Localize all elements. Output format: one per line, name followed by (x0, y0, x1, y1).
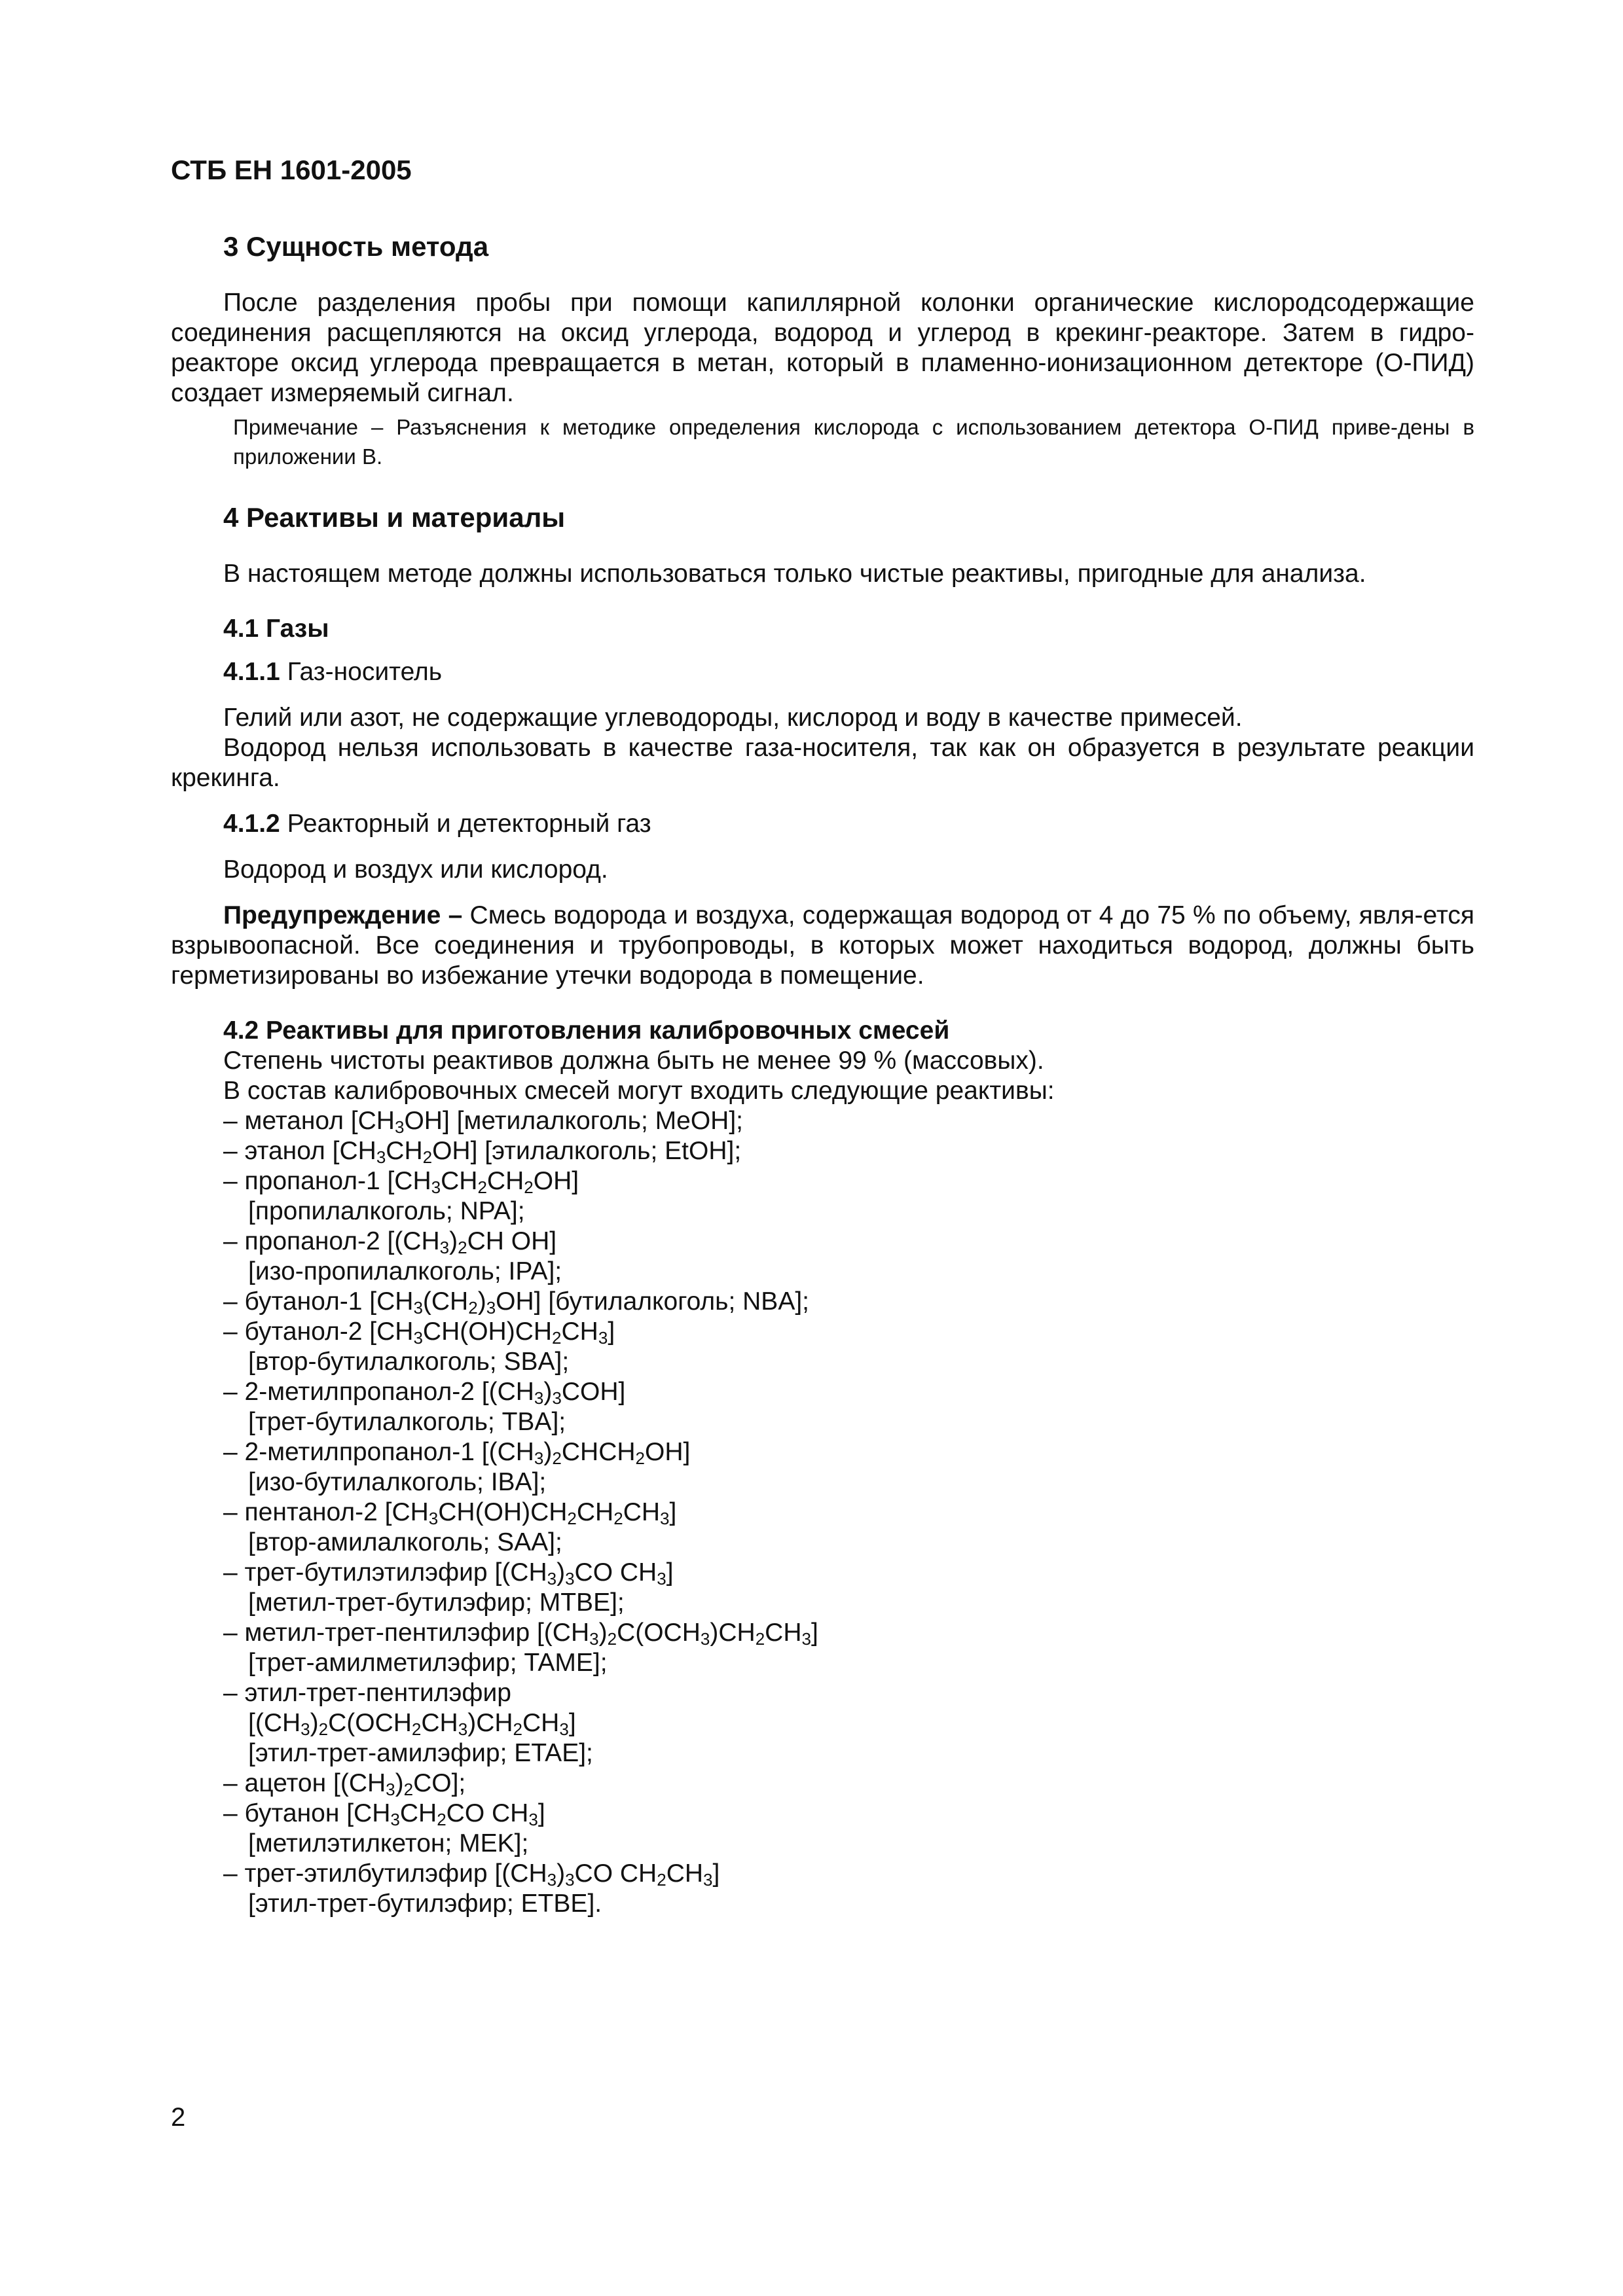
warning-paragraph (171, 901, 1474, 991)
reagent-item (223, 1678, 1474, 1768)
section-4-2-text-1: Степень чистоты реактивов должна быть не менее 99 % (массовых). (223, 1047, 1044, 1075)
section-4-1-1-text-1: Гелий или азот, не содержащие углеводороды, кислород и воду в качестве примесей. (223, 704, 1243, 732)
reagent-item (223, 1377, 1474, 1437)
page-number: 2 (171, 2103, 186, 2132)
reagent-name: – пропанол-1 $[CH_3CH_2CH_2OH]$ (223, 1167, 579, 1197)
reagent-list (171, 1106, 1474, 1919)
document-body (171, 230, 1474, 1919)
reagent-continuation: [этил-трет-бутилэфир; ETBE]. (248, 1890, 602, 1918)
section-4-1-2-title: Реакторный и детекторный газ (280, 810, 651, 838)
reagent-continuation: $[(CH_3)_2C(OCH_2CH_3)CH_2CH_3]$ (248, 1709, 576, 1739)
reagent-item (223, 1437, 1474, 1498)
section-4-2-text-2: В состав калибровочных смесей могут входить следующие реактивы: (223, 1077, 1055, 1105)
reagent-continuation: [втор-амилалкоголь; SAA]; (248, 1528, 562, 1556)
section-4-title: 4 Реактивы и материалы (223, 502, 566, 533)
warning-label: Предупреждение – (223, 901, 463, 929)
section-4-1-title: 4.1 Газы (223, 615, 329, 643)
reagent-item (223, 1227, 1474, 1287)
reagent-item (223, 1768, 1474, 1799)
reagent-continuation: [трет-амилметилэфир; TAME]; (248, 1649, 608, 1677)
reagent-name: – метил-трет-пентилэфир $[(CH_3)_2C(OCH_3)CH_2CH_3]$ (223, 1619, 818, 1649)
reagent-item (223, 1317, 1474, 1377)
reagent-name: – этил-трет-пентилэфир (223, 1679, 511, 1707)
reagent-name: – пентанол-2 $[CH_3CH(OH)CH_2CH_2CH_3]$ (223, 1498, 677, 1528)
section-3-paragraph: После разделения пробы при помощи капиллярной колонки органические кислородсодержащие соединения расщепляются на оксид углерода, водород и углерод в крекинг-реакторе. Затем в гидро-реакторе оксид углерода превращается в метан, который в пламенно-ионизационном детекторе (О-ПИД) создает измеряемый сигнал. (171, 289, 1474, 407)
warning-text: Смесь водорода и воздуха, содержащая водород от 4 до 75 % по объему, явля-ется взрывоопасной. Все соединения и трубопроводы, в которых может находиться водород, должны быть герметизированы во избежание утечки водорода в помещение. (171, 901, 1474, 990)
section-3-title: 3 Сущность метода (223, 231, 489, 262)
reagent-name: – бутанол-1 $[CH_3(CH_2)_3OH]$ [бутилалкоголь; NBA]; (223, 1287, 810, 1318)
section-4-1-1-text-2: Водород нельзя использовать в качестве газа-носителя, так как он образуется в результате реакции крекинга. (171, 734, 1474, 792)
reagent-name: – бутанол-2 $[CH_3CH(OH)CH_2CH_3]$ (223, 1318, 615, 1348)
reagent-name: – трет-этилбутилэфир [$(CH_3)_3CO$ $CH_2CH_3$] (223, 1859, 720, 1890)
section-4-1-1-heading (171, 657, 1474, 687)
reagent-item (223, 1136, 1474, 1166)
section-4-1-1-number: 4.1.1 (223, 658, 280, 686)
reagent-item (223, 1558, 1474, 1618)
reagent-continuation: [метил-трет-бутилэфир; MTBE]; (248, 1588, 625, 1617)
reagent-name: – 2-метилпропанол-1 $[(CH_3)_2CHCH_2OH]$ (223, 1438, 691, 1468)
reagent-name: – 2-метилпропанол-2 $[(CH_3)_3COH]$ (223, 1378, 626, 1408)
reagent-item (223, 1166, 1474, 1227)
reagent-name: – пропанол-2 [$(CH_3)_2CH$ OH] (223, 1227, 557, 1257)
section-4-2-title: 4.2 Реактивы для приготовления калибровочных смесей (223, 1016, 950, 1045)
reagent-continuation: [изо-бутилалкоголь; IBA]; (248, 1468, 547, 1496)
section-4-intro: В настоящем методе должны использоваться только чистые реактивы, пригодные для анализа. (223, 560, 1366, 588)
reagent-continuation: [метилэтилкетон; MEK]; (248, 1829, 529, 1857)
reagent-item (223, 1287, 1474, 1317)
reagent-continuation: [втор-бутилалкоголь; SBA]; (248, 1348, 570, 1376)
section-4-1-2-text: Водород и воздух или кислород. (223, 855, 608, 884)
reagent-continuation: [трет-бутилалкоголь; TBA]; (248, 1408, 566, 1436)
document-code: СТБ ЕН 1601-2005 (171, 154, 412, 185)
section-4-1-2-number: 4.1.2 (223, 810, 280, 838)
reagent-item (223, 1859, 1474, 1919)
reagent-continuation: [изо-пропилалкоголь; IPA]; (248, 1257, 562, 1285)
reagent-item (223, 1618, 1474, 1678)
reagent-continuation: [пропилалкоголь; NPA]; (248, 1197, 525, 1225)
reagent-item (223, 1106, 1474, 1136)
reagent-continuation: [этил-трет-амилэфир; ETAE]; (248, 1739, 593, 1767)
section-4-1-1-title: Газ-носитель (280, 658, 443, 686)
reagent-name: – ацетон $[(CH_3)_2CO]$; (223, 1769, 466, 1799)
reagent-item (223, 1799, 1474, 1859)
reagent-name: – этанол $[CH_3CH_2OH]$ [этилалкоголь; EtOH]; (223, 1137, 742, 1167)
section-4-1-2-heading (171, 809, 1474, 839)
reagent-item (223, 1498, 1474, 1558)
section-3-note: Примечание – Разъяснения к методике определения кислорода с использованием детектора О-ПИД приве-дены в приложении В. (233, 415, 1474, 469)
reagent-name: – метанол $[CH_3OH]$ [метилалкоголь; MeOH]; (223, 1107, 744, 1137)
reagent-name: – трет-бутилэтилэфир [$(CH_3)_3CO$ $CH_3$] (223, 1558, 674, 1588)
reagent-name: – бутанон [$CH_3CH_2CO$ $CH_3$] (223, 1799, 545, 1829)
